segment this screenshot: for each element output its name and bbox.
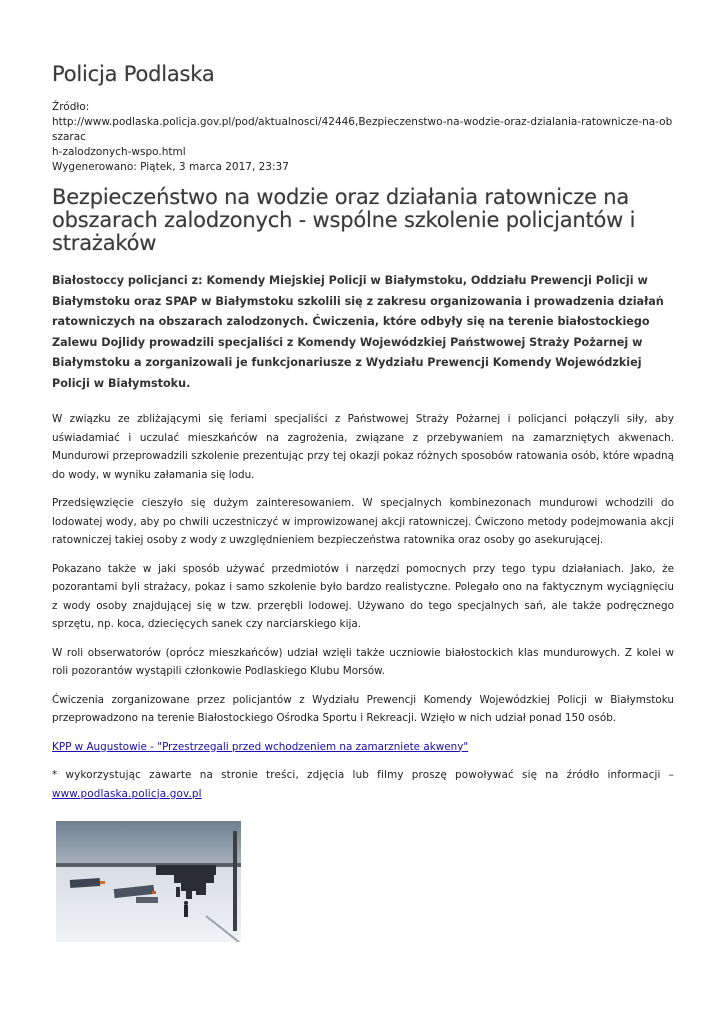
related-article-link[interactable]: KPP w Augustowie - "Przestrzegali przed wchodzeniem na zamarzniete akweny"	[52, 740, 469, 753]
source-note	[52, 766, 674, 803]
source-site-link[interactable]: www.podlaska.policja.gov.pl	[52, 787, 202, 800]
document-page	[52, 62, 674, 942]
site-title: Policja Podlaska	[52, 62, 215, 86]
paragraph-4: W roli obserwatorów (oprócz mieszkańców) udział wzięli także uczniowie białostockich klas mundurowych. Z kolei w roli pozorantów wystąpili członkowie Podlaskiego Klubu Morsów.	[52, 646, 674, 677]
paragraph-3: Pokazano także w jaki sposób używać przedmiotów i narzędzi pomocnych przy tego typu działaniach. Jako, że pozorantami byli strażacy, pokaz i samo szkolenie było bardzo realistyczne. Polegało ono na faktycznym wyciągnięciu z wody osoby znajdującej się w tzw. przerębli lodowej. Używano do tego specjalnych sań, ale także podręcznego sprzętu, np. koca, dziecięcych sanek czy narciarskiego kija.	[52, 562, 674, 630]
article-title: Bezpieczeństwo na wodzie oraz działania ratownicze na obszarach zalodzonych - wspólne szkolenie policjantów i strażaków	[52, 185, 636, 255]
paragraph-5: Ćwiczenia zorganizowane przez policjantów z Wydziału Prewencji Komendy Wojewódzkiej Policji w Białymstoku przeprowadzono na terenie Białostockiego Ośrodka Sportu i Rekreacji. Wzięło w nich udział ponad 150 osób.	[52, 693, 674, 724]
source-label: Źródło:	[52, 101, 90, 113]
generated-date: Wygenerowano: Piątek, 3 marca 2017, 23:37	[52, 161, 289, 173]
source-note-text: * wykorzystując zawarte na stronie treści, zdjęcia lub filmy proszę powoływać się na źródło informacji –	[52, 769, 674, 781]
source-meta	[52, 100, 674, 175]
paragraph-1: W związku ze zbliżającymi się feriami specjaliści z Państwowej Straży Pożarnej i policjanci połączyli siły, aby uświadamiać i uczulać mieszkańców na zagrożenia, związane z przebywaniem na zamarzniętych akwenach. Mundurowi przeprowadzili szkolenie prezentując przy tej okazji pokaz różnych sposobów ratowania osób, które wpadną do wody, w wyniku załamania się lodu.	[52, 413, 674, 481]
source-url-line-1: http://www.podlaska.policja.gov.pl/pod/aktualnosci/42446,Bezpieczenstwo-na-wodzie-oraz-dzialania-ratownicze-na-obszarac	[52, 116, 673, 143]
source-url-line-2: h-zalodzonych-wspo.html	[52, 146, 186, 158]
paragraph-2: Przedsięwzięcie cieszyło się dużym zainteresowaniem. W specjalnych kombinezonach mundurowi wchodzili do lodowatej wody, aby po chwili uczestniczyć w improwizowanej akcji ratowniczej. Ćwiczono metody podejmowania akcji ratowniczej takiej osoby z wody z uwzględnieniem bezpieczeństwa ratownika oraz osoby go asekurującej.	[52, 497, 674, 546]
photo-training-on-ice	[56, 821, 241, 942]
related-link-row	[52, 738, 674, 757]
article-lead: Białostoccy policjanci z: Komendy Miejskiej Policji w Białymstoku, Oddziału Prewencji Policji w Białymstoku oraz SPAP w Białymstoku szkolili się z zakresu organizowania i prowadzenia działań ratowniczych na obszarach zalodzonych. Ćwiczenia, które odbyły się na terenie białostockiego Zalewu Dojlidy prowadzili specjaliści z Komendy Wojewódzkiej Państwowej Straży Pożarnej w Białymstoku a zorganizowali je funkcjonariusze z Wydziału Prewencji Komendy Wojewódzkiej Policji w Białymstoku.	[52, 274, 664, 390]
